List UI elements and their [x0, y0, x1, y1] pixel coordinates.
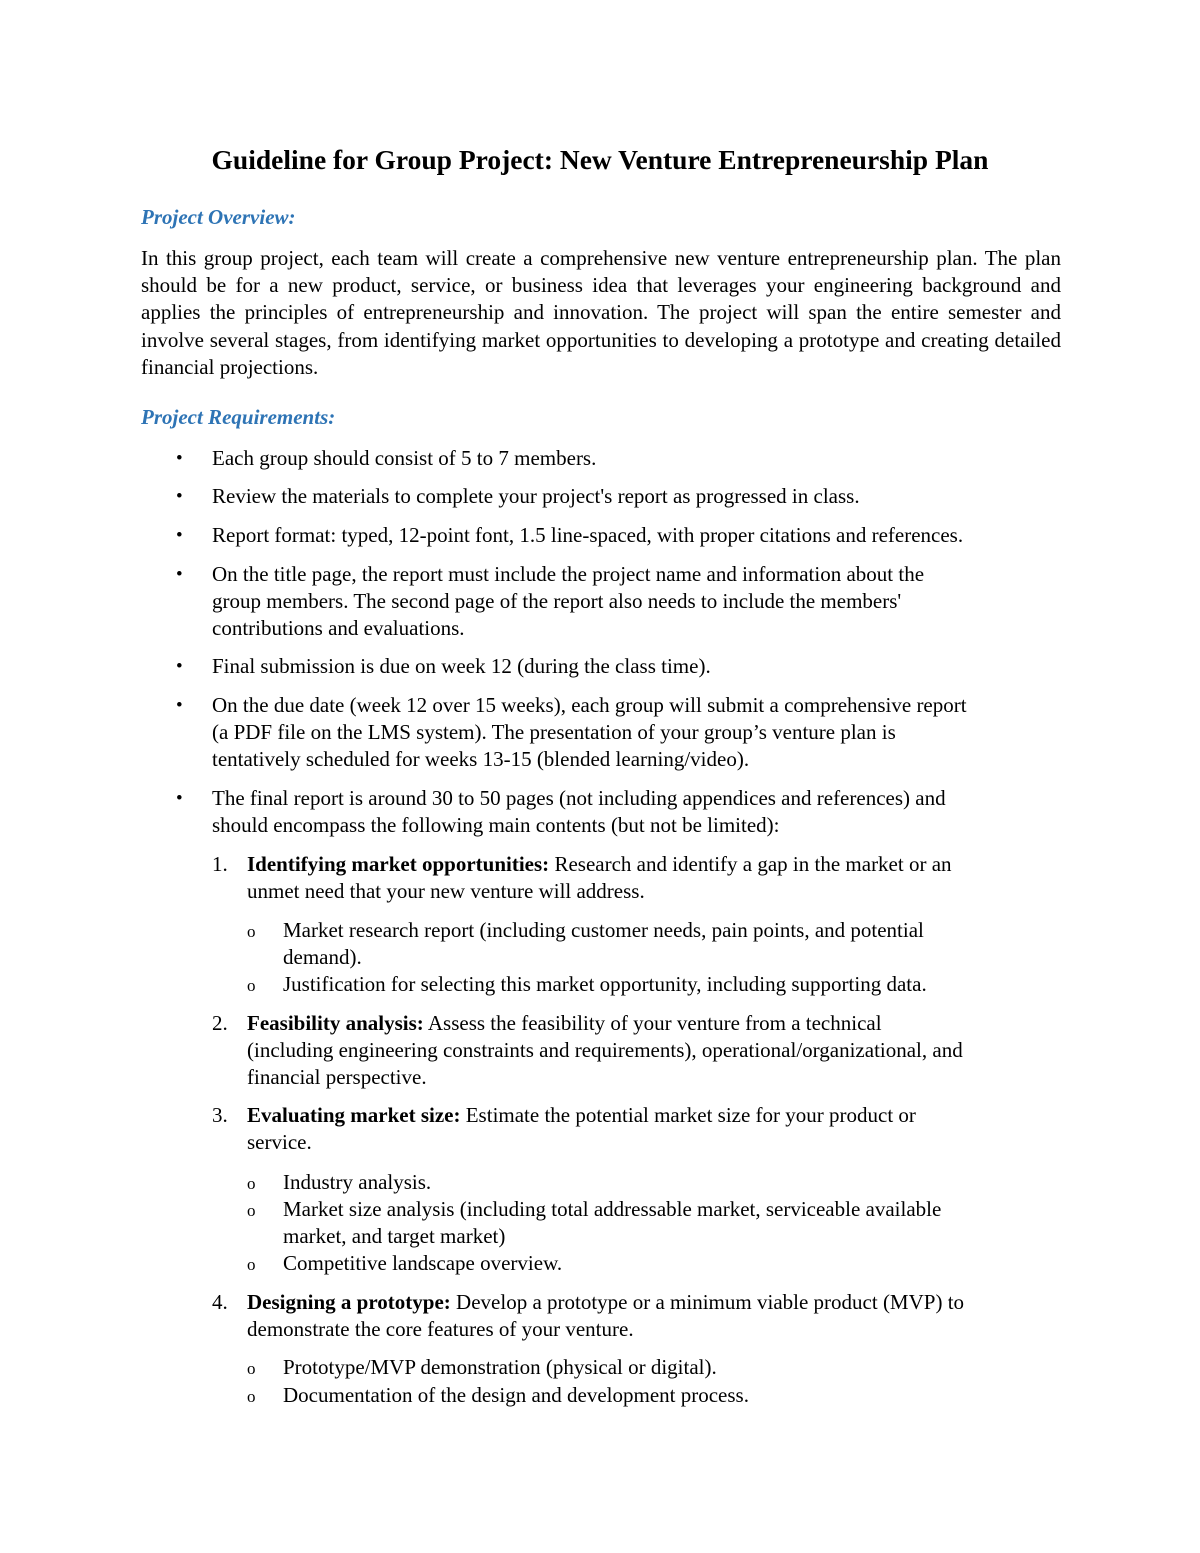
- bullet-item-line: tentatively scheduled for weeks 13-15 (blended learning/video).: [212, 747, 750, 771]
- numbered-item-line: unmet need that your new venture will address.: [247, 879, 645, 903]
- sub-item-line: Documentation of the design and development process.: [283, 1383, 749, 1407]
- sub-bullet-marker: o: [247, 976, 256, 995]
- numbered-item-text: Assess the feasibility of your venture from a technical: [423, 1011, 882, 1035]
- numbered-item-line: [247, 851, 952, 878]
- numbered-item-number: 3.: [212, 1103, 228, 1127]
- sub-item-line: Market size analysis (including total addressable market, serviceable available: [283, 1197, 942, 1221]
- bullet-marker: •: [176, 448, 183, 469]
- bullet-item-line: On the due date (week 12 over 15 weeks), each group will submit a comprehensive report: [212, 693, 967, 717]
- sub-bullet-marker: o: [247, 1387, 256, 1406]
- bullet-item-line: On the title page, the report must include the project name and information about the: [212, 562, 925, 586]
- sub-item-line: demand).: [283, 945, 362, 969]
- sub-bullet-marker: o: [247, 1359, 256, 1378]
- numbered-item-text: Estimate the potential market size for your product or: [460, 1103, 916, 1127]
- numbered-item-label: Evaluating market size:: [247, 1103, 461, 1127]
- bullet-item-line: The final report is around 30 to 50 pages (not including appendices and references) and: [212, 786, 946, 810]
- numbered-item-text: Research and identify a gap in the market or an: [549, 852, 952, 876]
- numbered-item-line: financial perspective.: [247, 1065, 427, 1089]
- numbered-item-line: service.: [247, 1130, 312, 1154]
- bullet-item: Review the materials to complete your project's report as progressed in class.: [212, 484, 860, 508]
- numbered-item-line: [247, 1010, 882, 1037]
- numbered-item-label: Feasibility analysis:: [247, 1011, 424, 1035]
- numbered-item-line: [247, 1102, 916, 1129]
- sub-bullet-marker: o: [247, 1174, 256, 1193]
- bullet-marker: •: [176, 656, 183, 677]
- sub-item-line: Market research report (including customer needs, pain points, and potential: [283, 918, 924, 942]
- numbered-item-number: 2.: [212, 1011, 228, 1035]
- bullet-item: Each group should consist of 5 to 7 members.: [212, 446, 597, 470]
- overview-heading: Project Overview:: [141, 205, 296, 229]
- bullet-marker: •: [176, 486, 183, 507]
- bullet-item-line: (a PDF file on the LMS system). The presentation of your group’s venture plan is: [212, 720, 896, 744]
- sub-item-line: market, and target market): [283, 1224, 506, 1248]
- numbered-item-line: [247, 1289, 964, 1316]
- bullet-marker: •: [176, 695, 183, 716]
- numbered-item-line: (including engineering constraints and requirements), operational/organizational, and: [247, 1038, 963, 1062]
- bullet-item-line: contributions and evaluations.: [212, 616, 465, 640]
- bullet-marker: •: [176, 564, 183, 585]
- sub-bullet-marker: o: [247, 1201, 256, 1220]
- sub-bullet-marker: o: [247, 1255, 256, 1274]
- sub-bullet-marker: o: [247, 922, 256, 941]
- bullet-marker: •: [176, 788, 183, 809]
- bullet-item: Report format: typed, 12-point font, 1.5 line-spaced, with proper citations and references.: [212, 523, 964, 547]
- numbered-item-label: Identifying market opportunities:: [247, 852, 550, 876]
- bullet-item-line: group members. The second page of the report also needs to include the members': [212, 589, 902, 613]
- sub-item-line: Industry analysis.: [283, 1170, 432, 1194]
- numbered-item-number: 1.: [212, 852, 228, 876]
- sub-item-line: Prototype/MVP demonstration (physical or digital).: [283, 1355, 717, 1379]
- requirements-heading: Project Requirements:: [141, 405, 336, 429]
- sub-item-line: Justification for selecting this market opportunity, including supporting data.: [283, 972, 927, 996]
- document-title: Guideline for Group Project: New Venture Entrepreneurship Plan: [211, 144, 989, 175]
- numbered-item-text: Develop a prototype or a minimum viable product (MVP) to: [450, 1290, 965, 1314]
- numbered-item-label: Designing a prototype:: [247, 1290, 451, 1314]
- overview-paragraph: In this group project, each team will create a comprehensive new venture entrepreneurship plan. The plan should be for a new product, service, or business idea that leverages your engineering background and applies the principles of entrepreneurship and innovation. The project will span the entire semester and involve several stages, from identifying market opportunities to developing a prototype and creating detailed financial projections.: [141, 246, 1061, 379]
- bullet-item-line: should encompass the following main contents (but not be limited):: [212, 813, 780, 837]
- numbered-item-number: 4.: [212, 1290, 228, 1314]
- bullet-item: Final submission is due on week 12 (during the class time).: [212, 654, 711, 678]
- bullet-marker: •: [176, 525, 183, 546]
- sub-item-line: Competitive landscape overview.: [283, 1251, 563, 1275]
- numbered-item-line: demonstrate the core features of your venture.: [247, 1317, 634, 1341]
